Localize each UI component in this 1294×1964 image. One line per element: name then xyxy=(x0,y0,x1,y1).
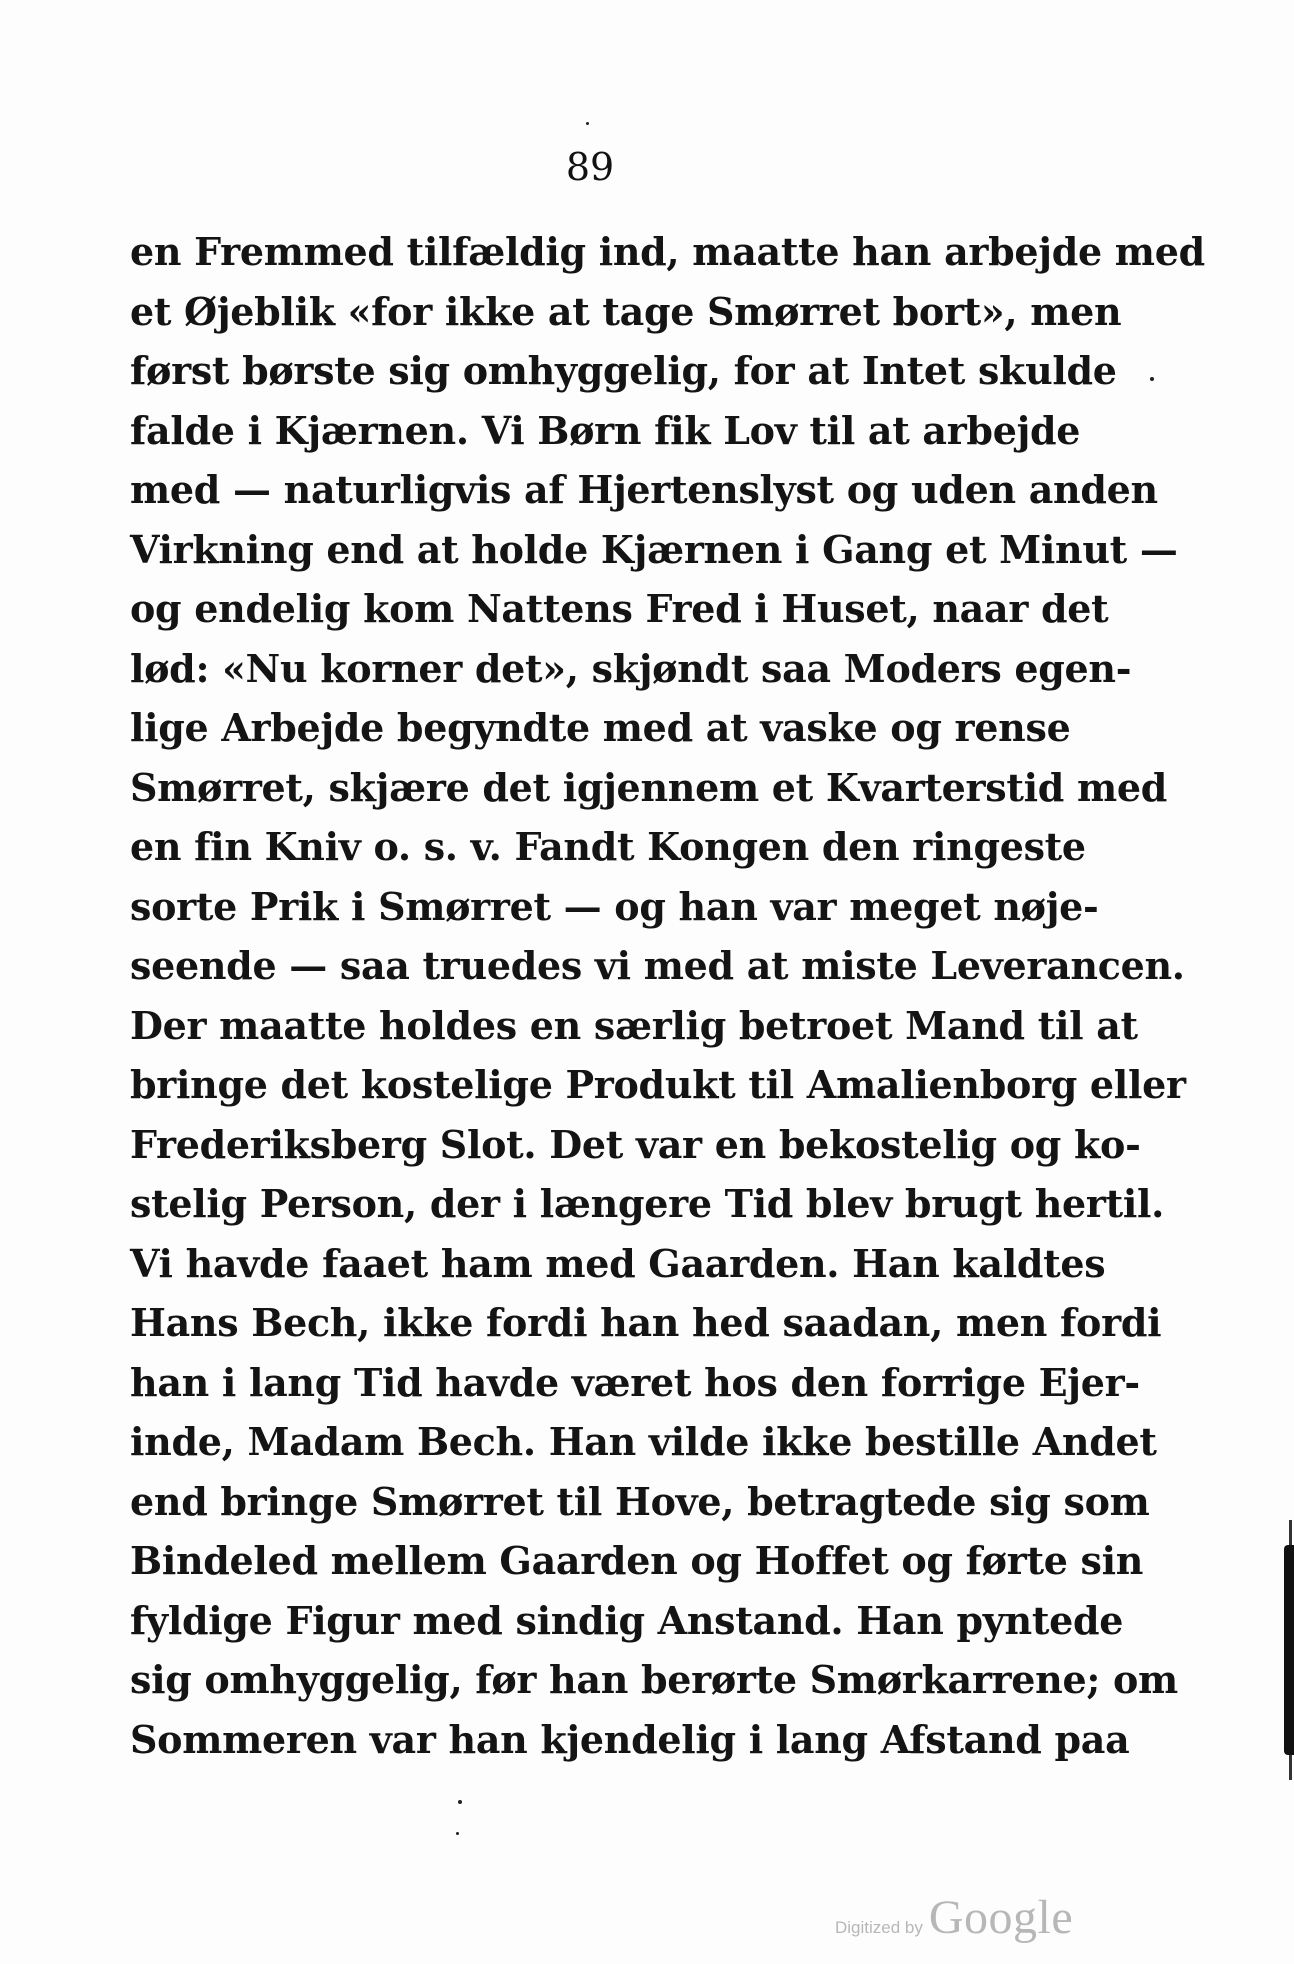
text-line: Sommeren var han kjendelig i lang Afstand paa xyxy=(130,1716,1130,1762)
scan-speck xyxy=(458,1800,462,1804)
text-line: sorte Prik i Smørret — og han var meget nøje- xyxy=(130,883,1099,929)
text-line: seende — saa truedes vi med at miste Leverancen. xyxy=(130,943,1185,988)
text-line: sig omhyggelig, før han berørte Smørkarrene; om xyxy=(130,1657,1178,1702)
body-text xyxy=(130,222,1205,1769)
text-line: Virkning end at holde Kjærnen i Gang et Minut — xyxy=(130,526,1178,572)
page-number: 89 xyxy=(565,145,615,189)
scan-edge-mark xyxy=(1284,1545,1294,1755)
watermark-prefix: Digitized by xyxy=(835,1918,923,1937)
text-line: Der maatte holdes en særlig betroet Mand til at xyxy=(130,1002,1138,1048)
text-line: Vi havde faaet ham med Gaarden. Han kaldtes xyxy=(130,1240,1106,1286)
text-line: lige Arbejde begyndte med at vaske og rense xyxy=(130,705,1071,750)
scan-speck xyxy=(456,1832,459,1835)
text-line: fyldige Figur med sindig Anstand. Han pyntede xyxy=(130,1597,1124,1643)
text-line: med — naturligvis af Hjertenslyst og uden anden xyxy=(130,467,1158,512)
text-line: en fin Kniv o. s. v. Fandt Kongen den ringeste xyxy=(130,824,1086,869)
text-line: han i lang Tid havde været hos den forrige Ejer- xyxy=(130,1359,1140,1405)
text-line: Smørret, skjære det igjennem et Kvarterstid med xyxy=(130,764,1168,810)
text-line: Frederiksberg Slot. Det var en bekostelig og ko- xyxy=(130,1121,1141,1167)
google-logo: Google xyxy=(928,1891,1074,1944)
text-line: og endelig kom Nattens Fred i Huset, naar det xyxy=(130,586,1109,631)
text-line: et Øjeblik «for ikke at tage Smørret bort», men xyxy=(130,288,1122,334)
digitized-watermark xyxy=(835,1890,1073,1945)
text-line: stelig Person, der i længere Tid blev brugt hertil. xyxy=(130,1181,1165,1226)
text-line: Hans Bech, ikke fordi han hed saadan, men fordi xyxy=(130,1300,1162,1345)
text-line: inde, Madam Bech. Han vilde ikke bestille Andet xyxy=(130,1419,1157,1464)
scan-speck xyxy=(586,122,589,125)
text-line: en Fremmed tilfældig ind, maatte han arbejde med xyxy=(130,229,1205,274)
text-line: lød: «Nu korner det», skjøndt saa Moders egen- xyxy=(130,645,1132,691)
text-line: end bringe Smørret til Hove, betragtede sig som xyxy=(130,1478,1150,1524)
text-line: falde i Kjærnen. Vi Børn fik Lov til at arbejde xyxy=(130,407,1081,453)
scan-speck xyxy=(1150,377,1154,381)
text-line: Bindeled mellem Gaarden og Hoffet og førte sin xyxy=(130,1538,1144,1583)
text-line: først børste sig omhyggelig, for at Intet skulde xyxy=(130,348,1117,393)
text-line: bringe det kostelige Produkt til Amalienborg eller xyxy=(130,1062,1186,1107)
